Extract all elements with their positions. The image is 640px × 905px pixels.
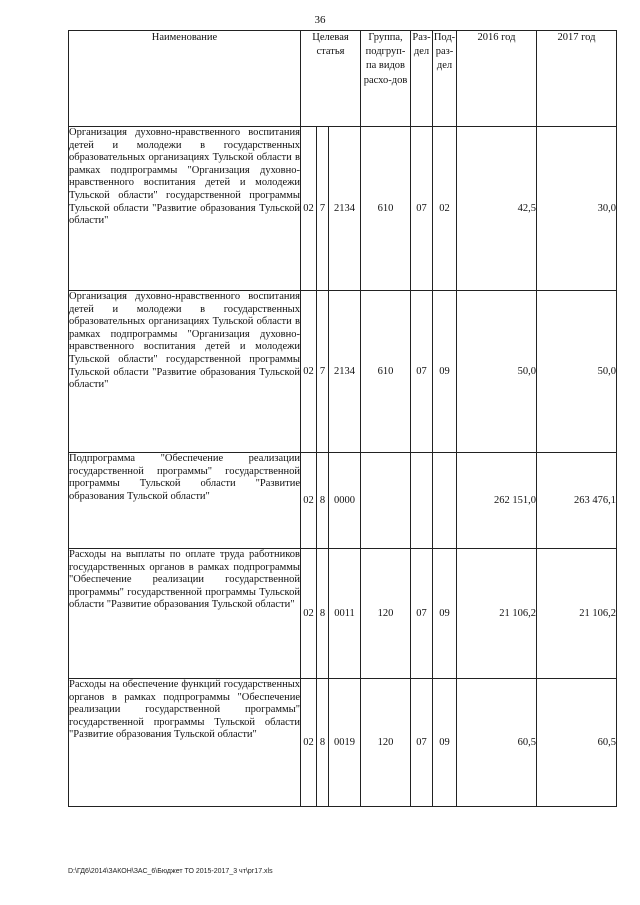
- amount-2017: 50,0: [537, 291, 617, 453]
- section: 07: [411, 679, 433, 807]
- target-code-part2: 8: [317, 453, 329, 549]
- expense-group: 120: [361, 679, 411, 807]
- subsection: 02: [433, 127, 457, 291]
- header-name: Наименование: [69, 31, 301, 127]
- target-code-part2: 8: [317, 549, 329, 679]
- table-row: [69, 679, 617, 807]
- target-code-part1: 02: [301, 453, 317, 549]
- amount-2017: 30,0: [537, 127, 617, 291]
- row-name: Подпрограмма "Обеспечение реализации государственной программы" государственной программы Тульской области "Развитие образования Тульской области": [69, 453, 301, 549]
- header-subsection: Под-раз-дел: [433, 31, 457, 127]
- section: [411, 453, 433, 549]
- table-row: [69, 291, 617, 453]
- amount-2016: 262 151,0: [457, 453, 537, 549]
- amount-2016: 21 106,2: [457, 549, 537, 679]
- target-code-part2: 7: [317, 127, 329, 291]
- subsection: 09: [433, 549, 457, 679]
- target-code-part2: 7: [317, 291, 329, 453]
- section: 07: [411, 549, 433, 679]
- row-name: Организация духовно-нравственного воспитания детей и молодежи в государственных образовательных организациях Тульской области в рамках подпрограммы "Организация духовно-нравственного воспитания детей и молодежи Тульской области" государственной программы Тульской области "Развитие образования Тульской области": [69, 127, 301, 291]
- table-row: [69, 127, 617, 291]
- subsection: [433, 453, 457, 549]
- row-name: Расходы на выплаты по оплате труда работников государственных органов в рамках подпрограммы "Обеспечение реализации государственной программы" государственной программы Тульской области "Развитие образования Тульской области": [69, 549, 301, 679]
- target-code-part1: 02: [301, 679, 317, 807]
- target-code-part1: 02: [301, 291, 317, 453]
- target-code-part2: 8: [317, 679, 329, 807]
- section: 07: [411, 127, 433, 291]
- row-name: Расходы на обеспечение функций государственных органов в рамках подпрограммы "Обеспечение реализации государственной программы" государственной программы Тульской области "Развитие образования Тульской области": [69, 679, 301, 807]
- target-code-part3: 2134: [329, 291, 361, 453]
- amount-2017: 21 106,2: [537, 549, 617, 679]
- target-code-part3: 0000: [329, 453, 361, 549]
- target-code-part1: 02: [301, 549, 317, 679]
- expense-group: 120: [361, 549, 411, 679]
- target-code-part3: 0019: [329, 679, 361, 807]
- expense-group: 610: [361, 291, 411, 453]
- header-target-article: Целевая статья: [301, 31, 361, 127]
- header-section: Раз-дел: [411, 31, 433, 127]
- amount-2016: 50,0: [457, 291, 537, 453]
- budget-table: [68, 30, 617, 807]
- amount-2016: 42,5: [457, 127, 537, 291]
- amount-2017: 263 476,1: [537, 453, 617, 549]
- page-number: 36: [314, 14, 326, 26]
- target-code-part3: 2134: [329, 127, 361, 291]
- header-year-2017: 2017 год: [537, 31, 617, 127]
- amount-2017: 60,5: [537, 679, 617, 807]
- subsection: 09: [433, 679, 457, 807]
- table-row: [69, 549, 617, 679]
- row-name: Организация духовно-нравственного воспитания детей и молодежи в государственных образовательных организациях Тульской области в рамках подпрограммы "Организация духовно-нравственного воспитания детей и молодежи Тульской области" государственной программы Тульской области "Развитие образования Тульской области": [69, 291, 301, 453]
- section: 07: [411, 291, 433, 453]
- subsection: 09: [433, 291, 457, 453]
- target-code-part1: 02: [301, 127, 317, 291]
- header-year-2016: 2016 год: [457, 31, 537, 127]
- amount-2016: 60,5: [457, 679, 537, 807]
- file-path-footer: D:\ГД6\2014\ЗАКОН\ЗАС_6\Бюджет ТО 2015-2017_3 чт\рг17.xls: [68, 868, 273, 875]
- table-header-row: [69, 31, 617, 127]
- expense-group: [361, 453, 411, 549]
- expense-group: 610: [361, 127, 411, 291]
- header-expense-group: Группа, подгруп-па видов расхо-дов: [361, 31, 411, 127]
- target-code-part3: 0011: [329, 549, 361, 679]
- table-row: [69, 453, 617, 549]
